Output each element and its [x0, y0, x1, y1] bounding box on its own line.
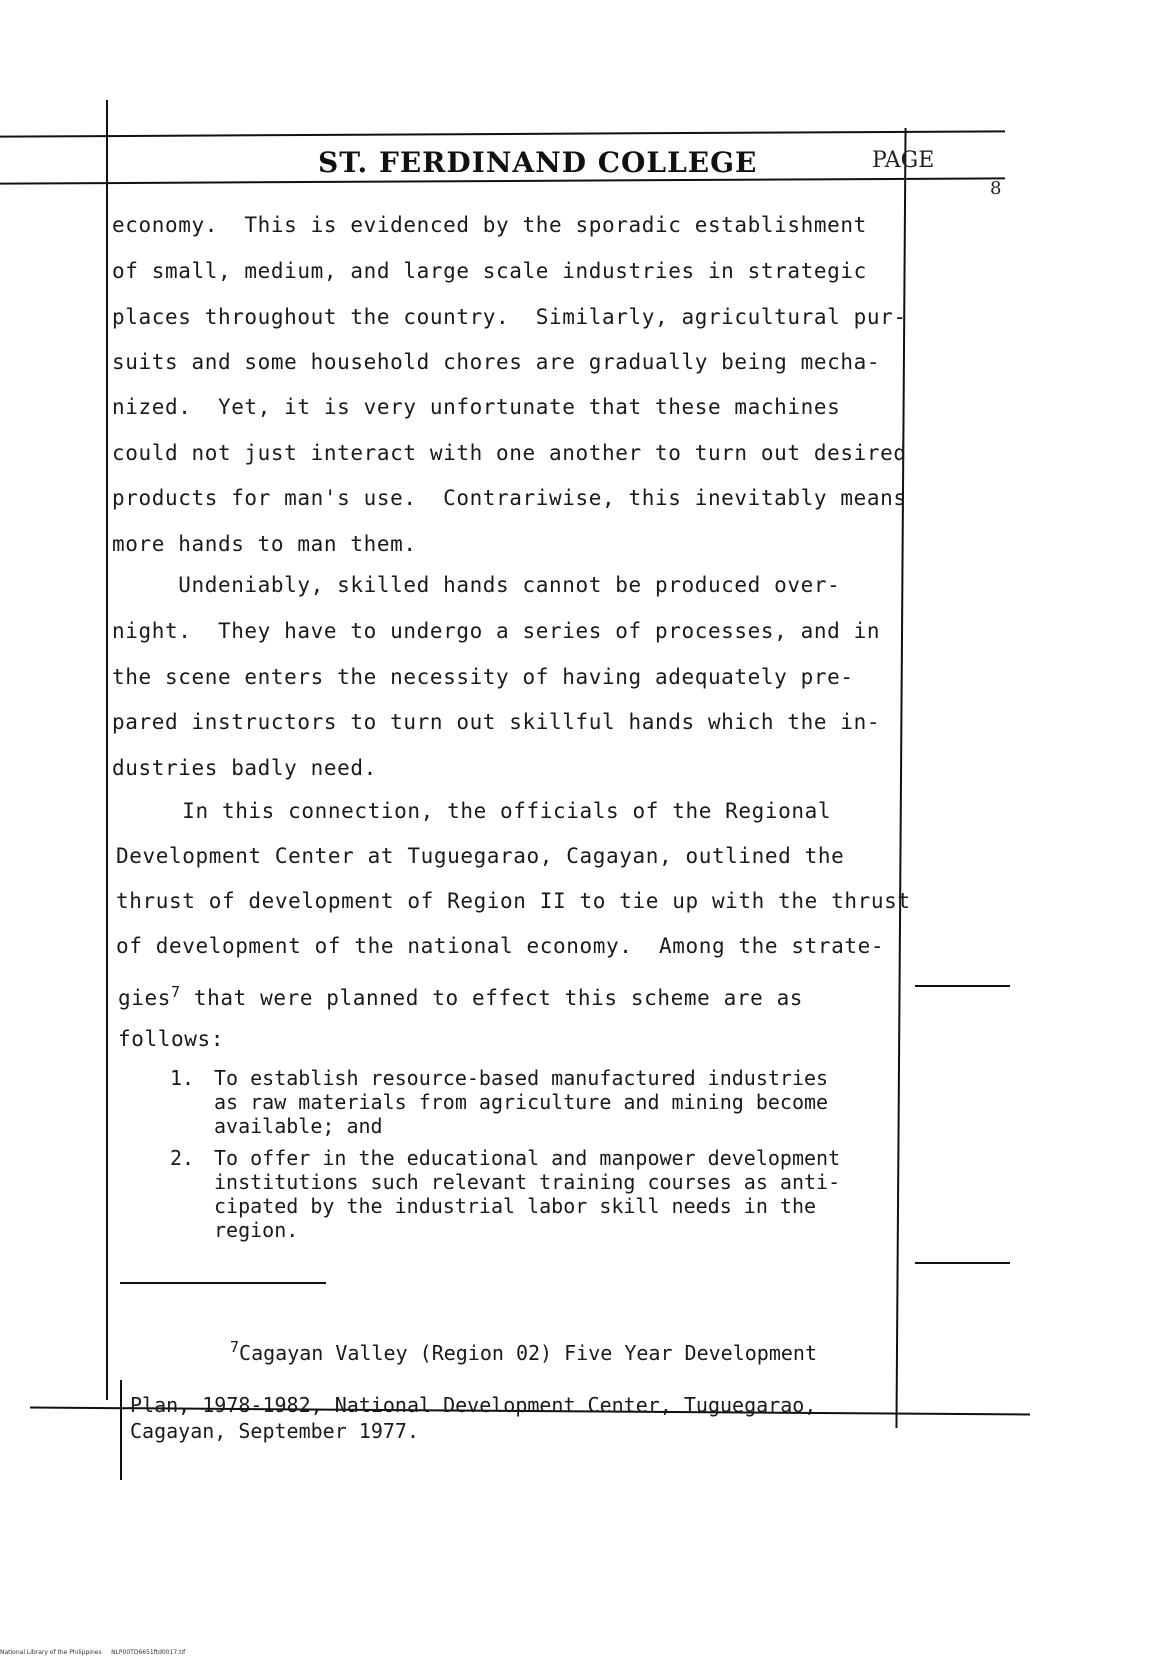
strategies-line [118, 979, 803, 1011]
body-line: Undeniably, skilled hands cannot be produced over- [112, 573, 841, 597]
footnote-marker: 7 [230, 1338, 240, 1356]
footnote-separator [120, 1282, 326, 1284]
body-line: places throughout the country. Similarly, agricultural pur- [112, 305, 907, 329]
page-number: 8 [990, 178, 1002, 199]
strategies-text-after: that were planned to effect this scheme are as [180, 986, 804, 1010]
left-margin-line-lower [120, 1380, 122, 1480]
body-line: pared instructors to turn out skillful hands which the in- [112, 710, 881, 734]
body-line: dustries badly need. [112, 756, 377, 780]
body-line: of small, medium, and large scale industries in strategic [112, 259, 867, 283]
footnote-first-line: Cagayan Valley (Region 02) Five Year Development [239, 1341, 817, 1365]
body-line: could not just interact with one another to turn out desired [112, 441, 907, 465]
list-item-number: 2. [170, 1146, 195, 1170]
header-top-rule [0, 130, 1005, 137]
body-line: of development of the national economy. Among the strate- [116, 934, 885, 958]
right-margin-tick [915, 985, 1010, 987]
body-line: more hands to man them. [112, 532, 417, 556]
body-line: Development Center at Tuguegarao, Cagayan, outlined the [116, 844, 845, 868]
footnote [130, 1308, 950, 1444]
page-label: PAGE [872, 148, 935, 173]
left-margin-line [106, 100, 108, 1400]
list-item-text: To offer in the educational and manpower development institutions such relevant training courses as anti- cipated by the industrial labor skill needs in the region. [214, 1146, 841, 1242]
body-line: products for man's use. Contrariwise, this inevitably means [112, 486, 907, 510]
footnote-reference: 7 [170, 983, 181, 1001]
list-item-number: 1. [170, 1066, 195, 1090]
strategies-text-before: gies [118, 986, 171, 1010]
body-line: thrust of development of Region II to tie up with the thrust [116, 889, 911, 913]
body-line: night. They have to undergo a series of processes, and in [112, 619, 881, 643]
body-line: the scene enters the necessity of having adequately pre- [112, 665, 854, 689]
body-line: suits and some household chores are gradually being mecha- [112, 350, 881, 374]
follows-line: follows: [118, 1027, 224, 1051]
college-name: ST. FERDINAND COLLEGE [318, 146, 758, 179]
footnote-rest: Plan, 1978-1982, National Development Center, Tuguegarao, Cagayan, September 1977. [130, 1393, 817, 1443]
body-line: economy. This is evidenced by the sporadic establishment [112, 213, 867, 237]
right-margin-tick [915, 1262, 1010, 1264]
body-line: nized. Yet, it is very unfortunate that these machines [112, 395, 841, 419]
body-line: In this connection, the officials of the Regional [116, 799, 832, 823]
scan-footer: National Library of the Philippines NLP00TD6651ftd0017.tif [0, 1649, 186, 1656]
list-item-text: To establish resource-based manufactured industries as raw materials from agriculture and mining become available; and [214, 1066, 829, 1138]
